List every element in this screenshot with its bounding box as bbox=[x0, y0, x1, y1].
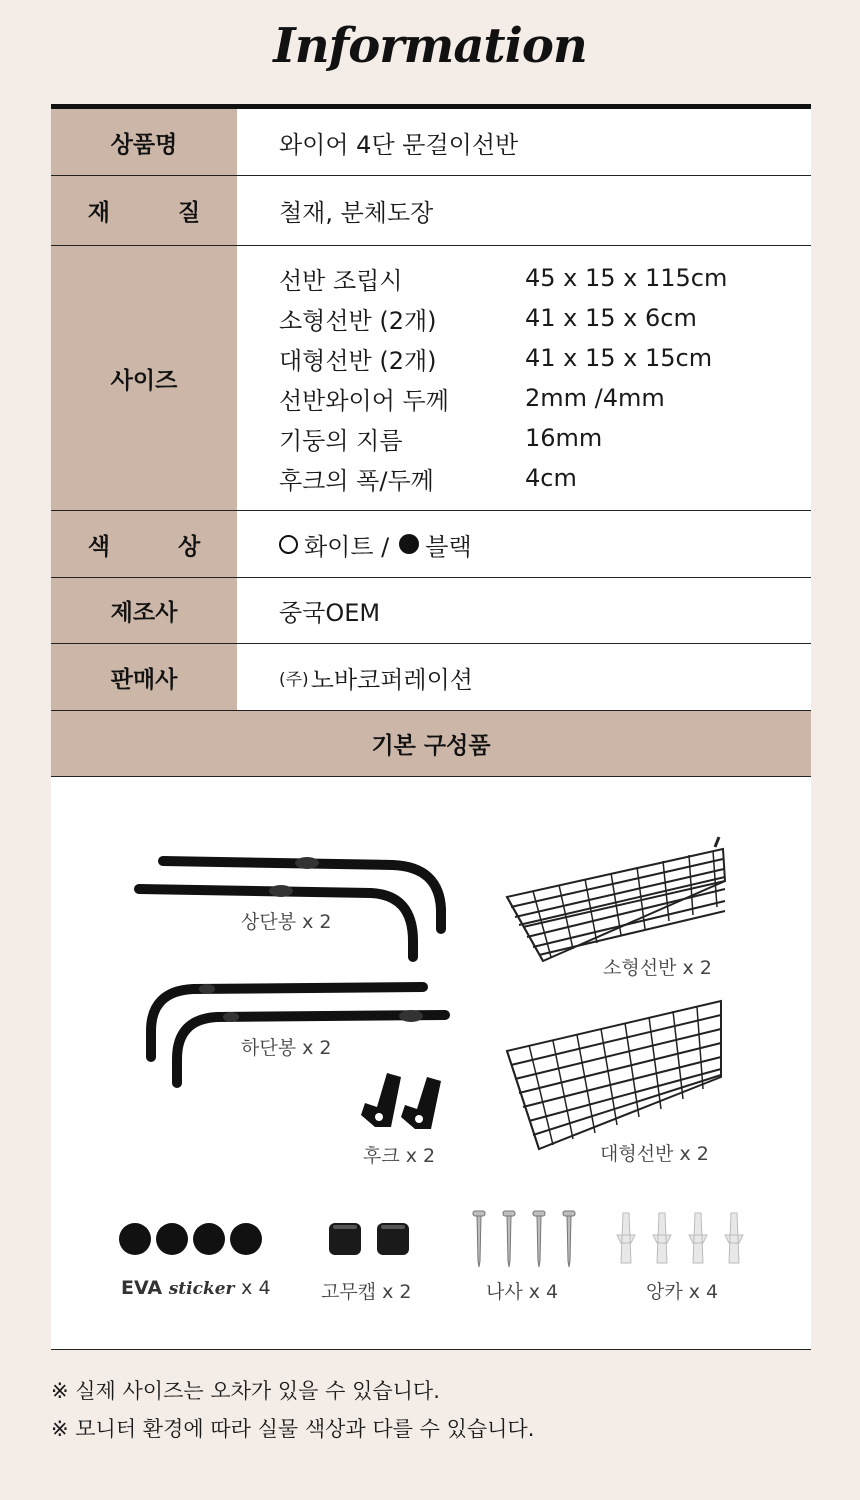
size-value: 4cm bbox=[525, 464, 577, 492]
spec-value-color bbox=[237, 511, 811, 577]
color-white-text: 화이트 / bbox=[304, 532, 390, 561]
black-circle-icon bbox=[399, 534, 419, 554]
components-header: 기본 구성품 bbox=[51, 711, 811, 777]
spec-row-product-name bbox=[51, 109, 811, 176]
components-box bbox=[51, 777, 811, 1350]
spec-value-material: 철재, 분체도장 bbox=[237, 176, 811, 245]
anchor-caption: 앙카 x 4 bbox=[646, 1281, 719, 1303]
size-line bbox=[279, 458, 727, 498]
spec-label-material bbox=[51, 176, 237, 245]
eva-sticker-caption bbox=[121, 1277, 271, 1299]
eva-brand: EVA bbox=[121, 1277, 163, 1299]
screw-illustration bbox=[471, 1211, 581, 1271]
spec-label-seller: 판매사 bbox=[51, 644, 237, 710]
seller-prefix: (주) bbox=[279, 669, 309, 690]
spec-value-product-name: 와이어 4단 문걸이선반 bbox=[237, 109, 811, 175]
spec-label-size: 사이즈 bbox=[51, 246, 237, 510]
spec-table bbox=[51, 104, 811, 711]
upper-rod-caption: 상단봉 x 2 bbox=[241, 911, 332, 933]
eva-qty: x 4 bbox=[241, 1277, 271, 1299]
hook-caption: 후크 x 2 bbox=[363, 1145, 436, 1167]
spec-value-size bbox=[237, 246, 811, 510]
size-value: 41 x 15 x 6cm bbox=[525, 304, 697, 332]
size-grid bbox=[279, 258, 727, 498]
spec-label-manufacturer: 제조사 bbox=[51, 578, 237, 643]
note-item: ※ 실제 사이즈는 오차가 있을 수 있습니다. bbox=[51, 1379, 440, 1403]
size-value: 41 x 15 x 15cm bbox=[525, 344, 713, 372]
size-value: 2mm /4mm bbox=[525, 384, 665, 412]
notes bbox=[51, 1375, 811, 1451]
size-line bbox=[279, 418, 727, 458]
size-line bbox=[279, 298, 727, 338]
spec-label-color-text: 색 상 bbox=[87, 533, 231, 560]
size-key: 후크의 폭/두께 bbox=[279, 466, 434, 495]
spec-value-manufacturer: 중국OEM bbox=[237, 578, 811, 643]
size-key: 대형선반 (2개) bbox=[279, 346, 437, 375]
anchor-illustration bbox=[617, 1213, 747, 1269]
size-line bbox=[279, 378, 727, 418]
color-black-text: 블랙 bbox=[425, 532, 472, 561]
spec-row-material bbox=[51, 176, 811, 246]
small-shelf-illustration bbox=[503, 837, 733, 967]
spec-row-manufacturer bbox=[51, 578, 811, 644]
eva-script: sticker bbox=[168, 1279, 235, 1299]
screw-caption: 나사 x 4 bbox=[486, 1281, 559, 1303]
spec-row-size bbox=[51, 246, 811, 511]
size-key: 선반와이어 두께 bbox=[279, 386, 449, 415]
size-line bbox=[279, 258, 727, 298]
large-shelf-caption: 대형선반 x 2 bbox=[600, 1143, 709, 1165]
rubber-cap-caption: 고무캡 x 2 bbox=[321, 1281, 412, 1303]
lower-rod-caption: 하단봉 x 2 bbox=[241, 1037, 332, 1059]
size-line bbox=[279, 338, 727, 378]
large-shelf-illustration bbox=[503, 995, 728, 1155]
size-key: 소형선반 (2개) bbox=[279, 306, 437, 335]
rubber-cap-illustration bbox=[327, 1221, 411, 1257]
size-value: 16mm bbox=[525, 424, 603, 452]
eva-sticker-illustration bbox=[118, 1222, 268, 1256]
spec-value-seller bbox=[237, 644, 811, 710]
spec-label-color bbox=[51, 511, 237, 577]
spec-row-color bbox=[51, 511, 811, 578]
spec-label-product-name: 상품명 bbox=[51, 109, 237, 175]
seller-name: 노바코퍼레이션 bbox=[310, 665, 473, 694]
spec-row-seller bbox=[51, 644, 811, 711]
size-value: 45 x 15 x 115cm bbox=[525, 264, 728, 292]
small-shelf-caption: 소형선반 x 2 bbox=[603, 957, 712, 979]
hook-illustration bbox=[361, 1073, 451, 1133]
page-title: Information bbox=[273, 18, 587, 74]
size-key: 기둥의 지름 bbox=[279, 426, 403, 455]
spec-label-material-text: 재 질 bbox=[87, 200, 231, 226]
size-key: 선반 조립시 bbox=[279, 266, 403, 295]
note-item: ※ 모니터 환경에 따라 실물 색상과 다를 수 있습니다. bbox=[51, 1417, 535, 1441]
white-circle-icon bbox=[279, 535, 298, 554]
